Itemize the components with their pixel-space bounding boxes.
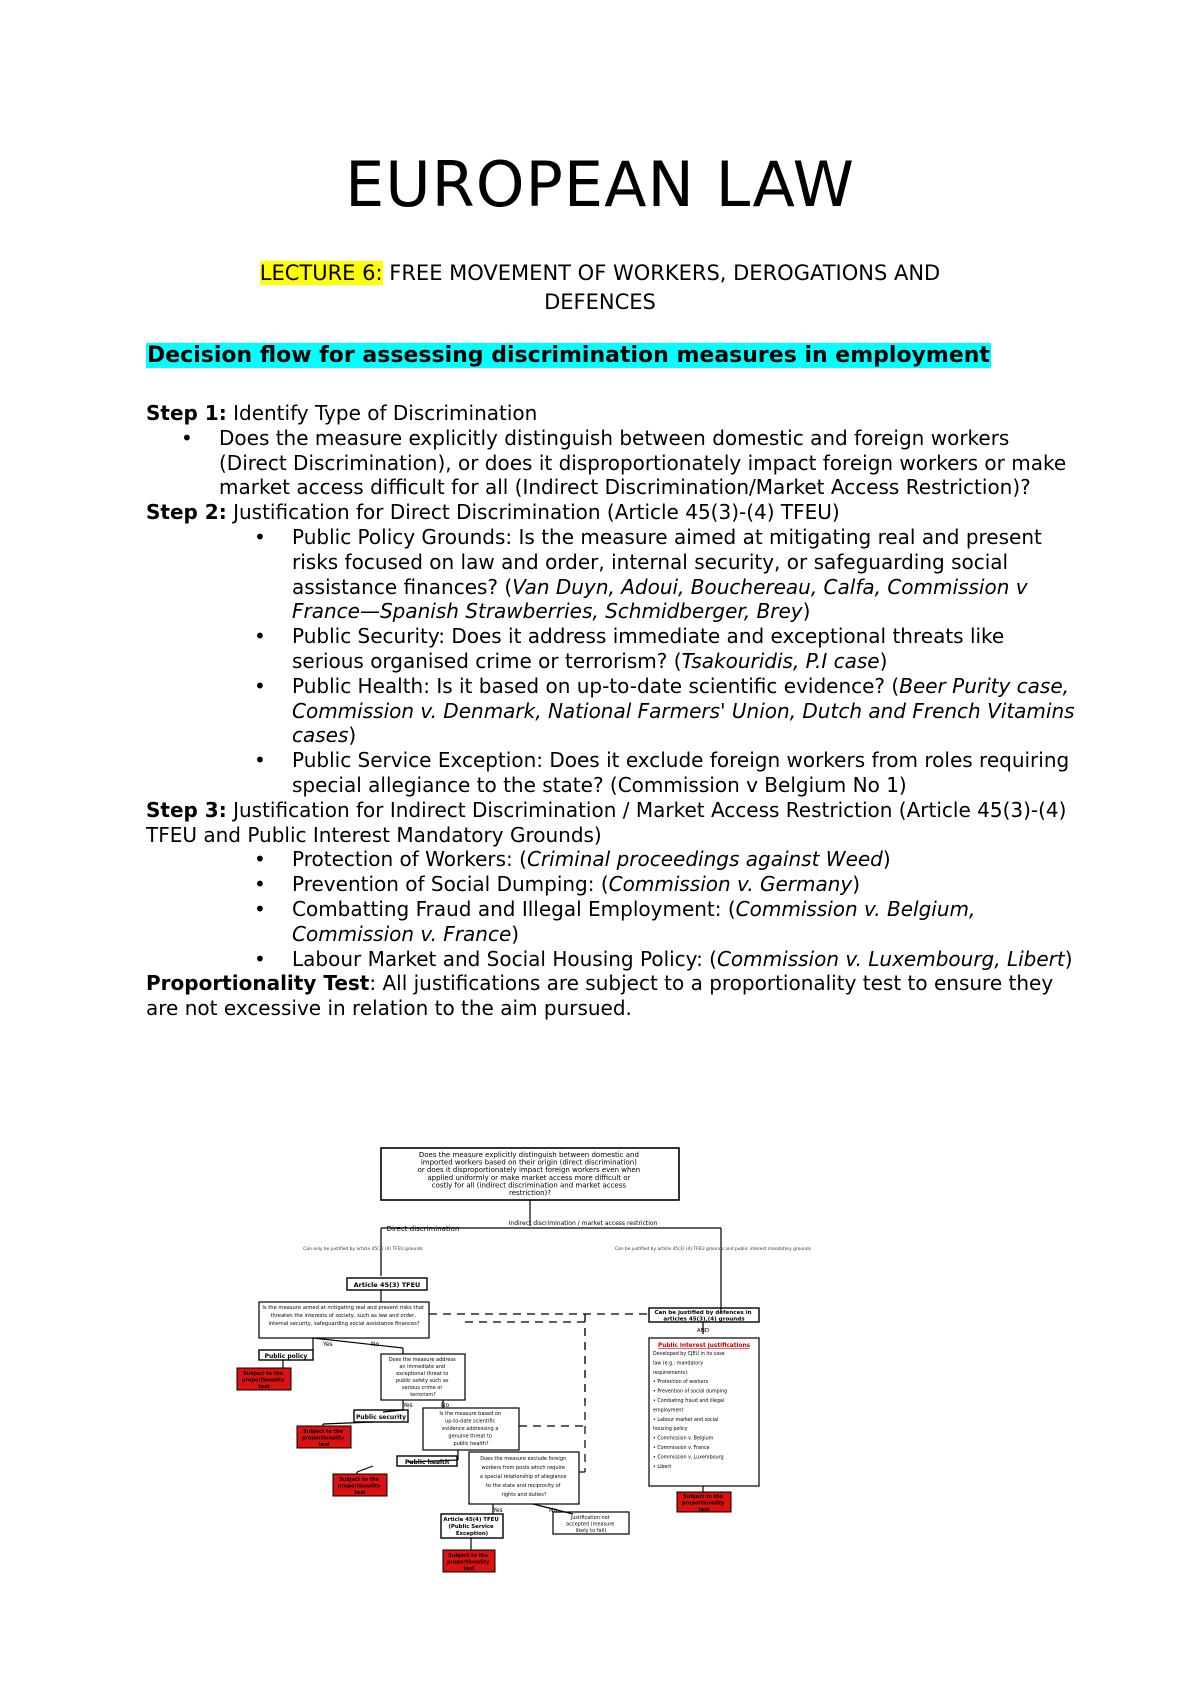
lecture-label: LECTURE 6:: [259, 261, 383, 285]
decision-flowchart: [241, 1142, 834, 1572]
flow-yes-1: Yes: [323, 1341, 333, 1348]
item-cases: Tsakouridis, P.I case: [681, 648, 880, 673]
list-item: [254, 748, 1076, 798]
step3-heading: [146, 798, 1076, 848]
item-cases: Van Duyn, Adoui, Bouchereau, Calfa, Commission v France—Spanish Strawberries, Schmidberger, Brey: [292, 574, 1028, 624]
flow-public-policy: Public policy: [264, 1353, 308, 1360]
flow-service-question: Does the measure exclude foreign workers from posts which require a special relationship of allegiance to the state and reciprocity of rights and duties?: [479, 1456, 567, 1498]
step1-label: Step 1:: [146, 401, 227, 425]
proportionality-label: Proportionality Test: [146, 971, 370, 996]
flow-subject-box-3: Subject to the proportionality test: [337, 1477, 381, 1496]
item-end: ): [348, 723, 357, 748]
bullet-marker: •: [254, 896, 266, 921]
step3-list: [146, 847, 1076, 971]
flow-no-2: No: [441, 1402, 450, 1409]
flow-subject-box-4: Subject to the proportionality test: [446, 1553, 490, 1572]
flow-indirect-note: Can be justified by article 45(3) (4) TFEU grounds and public interest mandatory grounds: [614, 1247, 812, 1252]
flow-public-interest-items: Developed by CJEU in its case law (e.g.: mandatory requirements): • Protection of workers • Prevention of social dumping • Combating fraud and illegal employment • Labour market and social housing policy • Commission v. Belgium • Commission v. France • Commission v. Luxembourg • Libert: [653, 1352, 728, 1470]
flow-public-security: Public security: [356, 1414, 406, 1421]
flow-and: AND: [696, 1328, 710, 1334]
lecture-subtitle: [180, 259, 1020, 317]
step2-list: [146, 525, 1076, 798]
bullet-marker: •: [254, 624, 266, 649]
bullet-marker: •: [254, 524, 266, 549]
item-end: ): [852, 872, 861, 897]
step1-heading: [146, 401, 1076, 426]
flow-yes-3: Yes: [493, 1507, 503, 1514]
bullet-marker: •: [254, 748, 266, 773]
item-text: Public Health: Is it based on up-to-date scientific evidence? (: [292, 673, 900, 698]
flow-defences-box: Can be justified by defences in articles 45(3),(4) grounds: [654, 1310, 752, 1323]
flow-direct-label: Direct discrimination: [386, 1225, 460, 1233]
lecture-title-line-2: DEFENCES: [544, 290, 656, 314]
item-text: Combatting Fraud and Illegal Employment: (: [292, 896, 736, 921]
flow-article: Article 45(3) TFEU: [353, 1281, 421, 1289]
flow-public-interest-title: Public interest justifications: [657, 1343, 751, 1349]
list-item: [254, 624, 1076, 674]
item-end: ): [1064, 946, 1073, 971]
list-item: [254, 872, 1076, 897]
item-text: Public Service Exception: Does it exclude foreign workers from roles requiring special allegiance to the state? (Commission v Belgium No 1): [292, 748, 1070, 797]
item-end: ): [882, 847, 891, 872]
item-text: Labour Market and Social Housing Policy: (: [292, 946, 717, 971]
bullet-marker: •: [254, 946, 266, 971]
flow-subject-box-1: Subject to the proportionality test: [241, 1371, 285, 1390]
flow-public-health: Public health: [404, 1459, 450, 1466]
document-title: EUROPEAN LAW: [345, 148, 855, 221]
item-cases: Beer Purity case, Commission v. Denmark, National Farmers' Union, Dutch and French Vitamins cases: [292, 673, 1075, 748]
bullet-marker: •: [254, 872, 266, 897]
flow-subject-box-5: Subject to the proportionality test: [681, 1494, 725, 1513]
item-cases: Commission v. Germany: [608, 872, 853, 897]
step2-heading: [146, 500, 1076, 525]
flow-no-3: No: [549, 1507, 558, 1514]
item-cases: Commission v. Luxembourg, Libert: [716, 946, 1065, 971]
flow-indirect-label: Indirect discrimination / market access restriction: [508, 1220, 658, 1227]
item-cases: Criminal proceedings against Weed: [526, 847, 883, 872]
proportionality-text: : All justifications are subject to a proportionality test to ensure they are not excessive in relation to the aim pursued.: [146, 971, 1054, 1021]
list-item: [254, 896, 1076, 947]
bullet-marker: •: [254, 847, 266, 872]
step3-title: Justification for Indirect Discrimination / Market Access Restriction (Article 45(3)-(4) TFEU and Public Interest Mandatory Grounds): [146, 797, 1067, 847]
step2-label: Step 2:: [146, 500, 227, 525]
step1-bullet-text: Does the measure explicitly distinguish between domestic and foreign workers (Direct Discrimination), or does it disproportionately impact foreign workers or make market access difficult for all (Indirect Discrimination/Market Access Restriction)?: [219, 425, 1067, 500]
item-cases: Commission v. Belgium, Commission v. France: [292, 896, 976, 946]
item-end: ): [802, 599, 811, 624]
flow-unjustified: Justification not accepted (measure likely to fail): [566, 1515, 615, 1534]
flow-subject-box-2: Subject to the proportionality test: [301, 1429, 345, 1448]
list-item: [254, 673, 1076, 748]
step1-list: [146, 426, 1076, 500]
proportionality-paragraph: [146, 971, 1076, 1021]
bullet-marker: •: [254, 673, 266, 698]
flow-article-service: Article 45(4) TFEU (Public Service Exception): [443, 1517, 499, 1537]
item-text: Public Policy Grounds: Is the measure aimed at mitigating real and present risks focused on law and order, internal security, or safeguarding social assistance finances? (: [292, 524, 1042, 599]
list-item: [254, 847, 1076, 872]
list-item: [181, 425, 1076, 500]
item-text: Protection of Workers: (: [292, 847, 527, 872]
flow-policy-question: Is the measure aimed at mitigating real and present risks that threaten the interests of society, such as law and order, internal security, safeguarding social assistance finances?: [262, 1305, 424, 1327]
list-item: [254, 524, 1076, 624]
item-end: ): [511, 921, 520, 946]
item-text: Prevention of Social Dumping: (: [292, 872, 609, 897]
item-end: ): [879, 648, 888, 673]
flow-security-question: Does the measure address an immediate and exceptional threat to public safety such as serious crime or terrorism?: [388, 1357, 456, 1398]
list-item: [254, 946, 1076, 972]
item-text: Public Security: Does it address immediate and exceptional threats like serious organised crime or terrorism? (: [292, 624, 1005, 673]
step3-label: Step 3:: [146, 797, 227, 822]
lecture-title-line-1: FREE MOVEMENT OF WORKERS, DEROGATIONS AND: [389, 261, 941, 285]
step2-title: Justification for Direct Discrimination (Article 45(3)-(4) TFEU): [233, 500, 840, 525]
bullet-marker: •: [181, 425, 193, 450]
section-heading: Decision flow for assessing discrimination measures in employment: [147, 343, 990, 368]
flow-yes-2: Yes: [403, 1402, 413, 1409]
flow-no-1: No: [371, 1341, 380, 1348]
flow-top-question: Does the measure explicitly distinguish between domestic and imported workers based on their origin (direct discrimination) or does it disproportionately impact foreign workers even when applied uniformly or make market access more difficult or costly for all (indirect discrimination and market access restriction)?: [417, 1151, 641, 1197]
flow-direct-note: Can only be justified by article 45(3) (4) TFEU grounds: [303, 1247, 423, 1252]
flow-health-question: Is the measure based on up-to-date scientific evidence addressing a genuine threat to public health?: [439, 1411, 502, 1447]
steps-body: [146, 401, 1076, 1021]
step1-title: Identify Type of Discrimination: [233, 401, 538, 425]
